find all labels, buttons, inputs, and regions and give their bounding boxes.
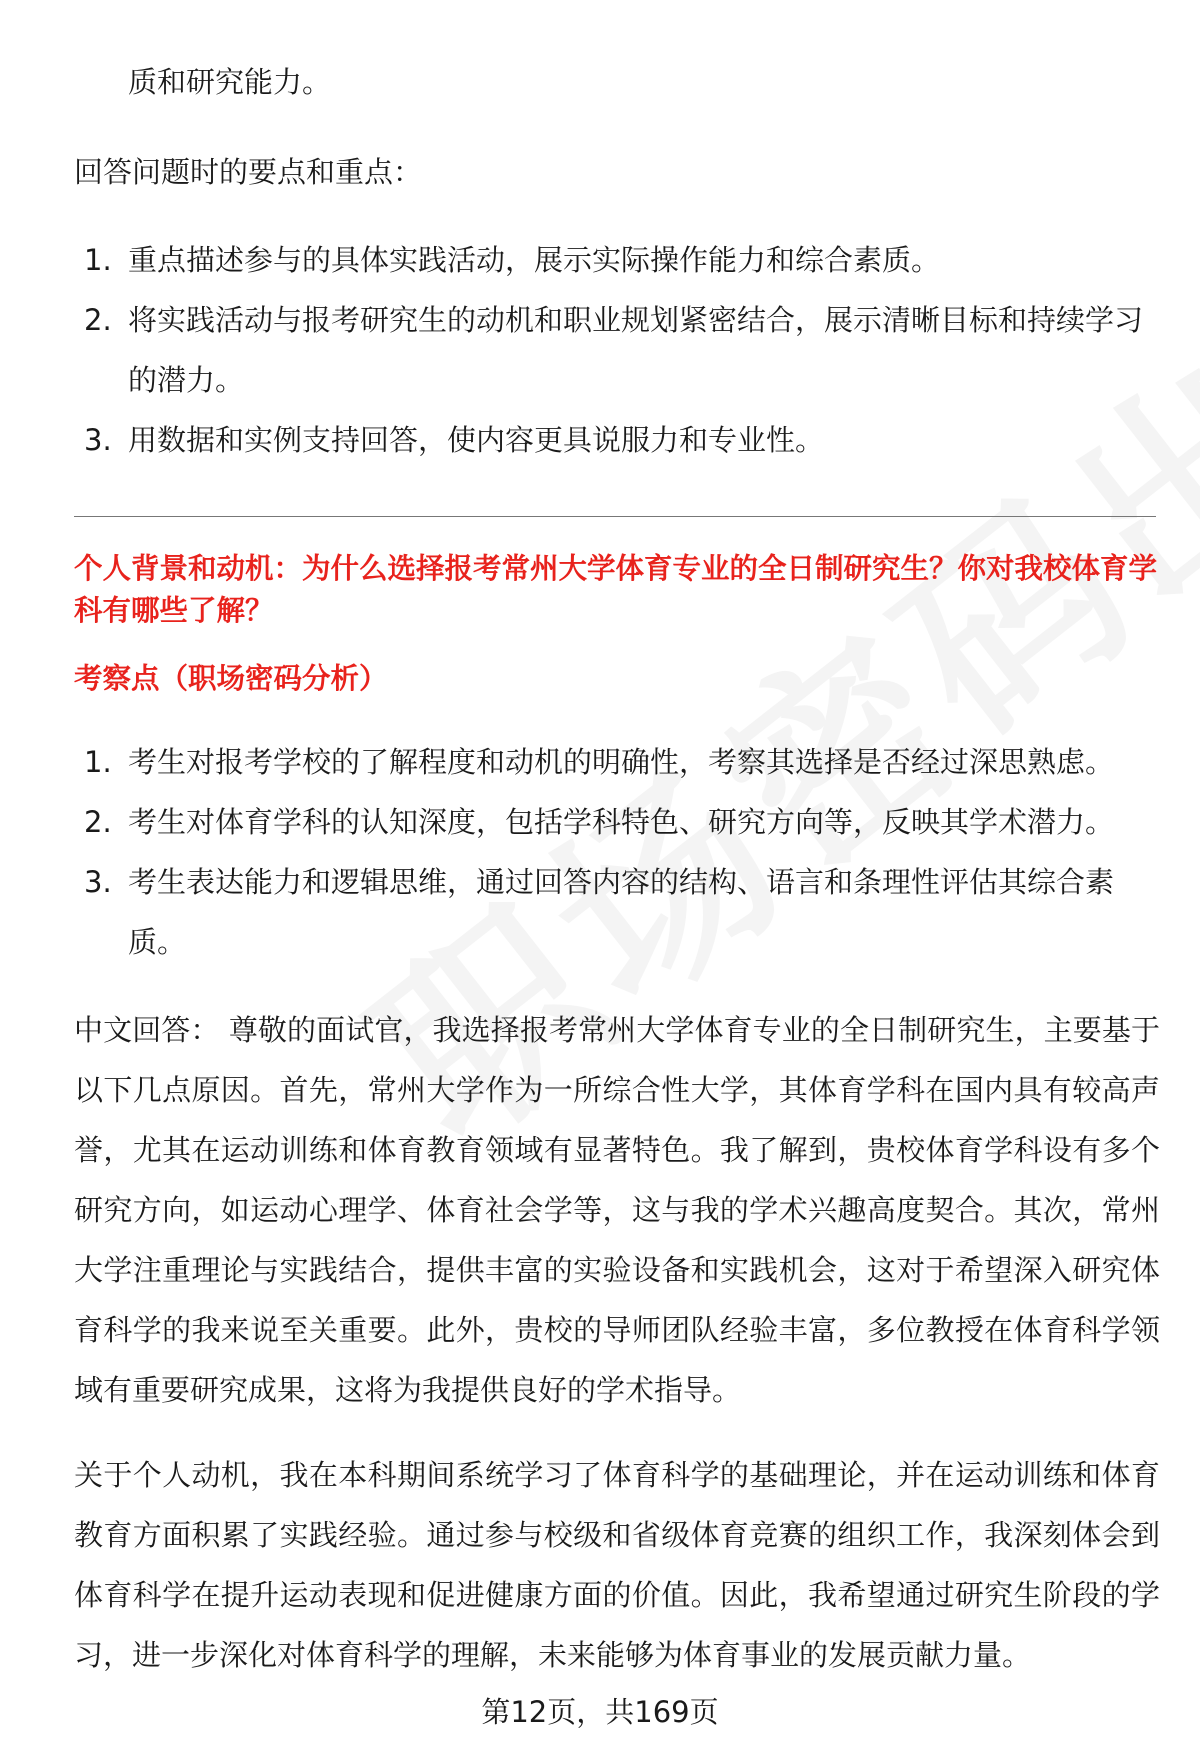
list-number: 3.: [84, 423, 112, 457]
list-number: 1.: [84, 243, 112, 277]
section-divider: [74, 516, 1156, 517]
list-item-text: 将实践活动与报考研究生的动机和职业规划紧密结合，展示清晰目标和持续学习的潜力。: [128, 303, 1144, 397]
list-item-text: 重点描述参与的具体实践活动，展示实际操作能力和综合素质。: [128, 243, 941, 277]
assessment-heading: 考察点（职场密码分析）: [74, 662, 388, 695]
list-number: 1.: [84, 745, 112, 779]
page-number-footer: 第12页，共169页: [481, 1695, 719, 1729]
list-item-text: 用数据和实例支持回答，使内容更具说服力和专业性。: [128, 423, 825, 457]
answer-paragraph: 中文回答： 尊敬的面试官，我选择报考常州大学体育专业的全日制研究生，主要基于以下几点原因。首先，常州大学作为一所综合性大学，其体育学科在国内具有较高声誉，尤其在运动训练和体育教育领域有显著特色。我了解到，贵校体育学科设有多个研究方向，如运动心理学、体育社会学等，这与我的学术兴趣高度契合。其次，常州大学注重理论与实践结合，提供丰富的实验设备和实践机会，这对于希望深入研究体育科学的我来说至关重要。此外，贵校的导师团队经验丰富，多位教授在体育科学领域有重要研究成果，这将为我提供良好的学术指导。: [74, 1013, 1160, 1407]
question-heading: 个人背景和动机：为什么选择报考常州大学体育专业的全日制研究生？你对我校体育学科有哪些了解？: [74, 552, 1158, 627]
list-item: [74, 290, 1154, 410]
key-points-intro: 回答问题时的要点和重点：: [74, 155, 423, 189]
list-item: [74, 410, 1154, 470]
list-item-text: 考生表达能力和逻辑思维，通过回答内容的结构、语言和条理性评估其综合素质。: [128, 865, 1115, 959]
list-number: 3.: [84, 865, 112, 899]
list-number: 2.: [84, 303, 112, 337]
assessment-points-list: [74, 732, 1154, 972]
list-item: [74, 732, 1154, 792]
continued-text: 质和研究能力。: [128, 65, 332, 99]
key-points-list: [74, 230, 1154, 470]
list-item: [74, 792, 1154, 852]
list-item-text: 考生对体育学科的认知深度，包括学科特色、研究方向等，反映其学术潜力。: [128, 805, 1115, 839]
list-item: [74, 852, 1154, 972]
list-number: 2.: [84, 805, 112, 839]
list-item-text: 考生对报考学校的了解程度和动机的明确性，考察其选择是否经过深思熟虑。: [128, 745, 1115, 779]
motivation-paragraph: 关于个人动机，我在本科期间系统学习了体育科学的基础理论，并在运动训练和体育教育方面积累了实践经验。通过参与校级和省级体育竞赛的组织工作，我深刻体会到体育科学在提升运动表现和促进健康方面的价值。因此，我希望通过研究生阶段的学习，进一步深化对体育科学的理解，未来能够为体育事业的发展贡献力量。: [74, 1458, 1160, 1672]
list-item: [74, 230, 1154, 290]
